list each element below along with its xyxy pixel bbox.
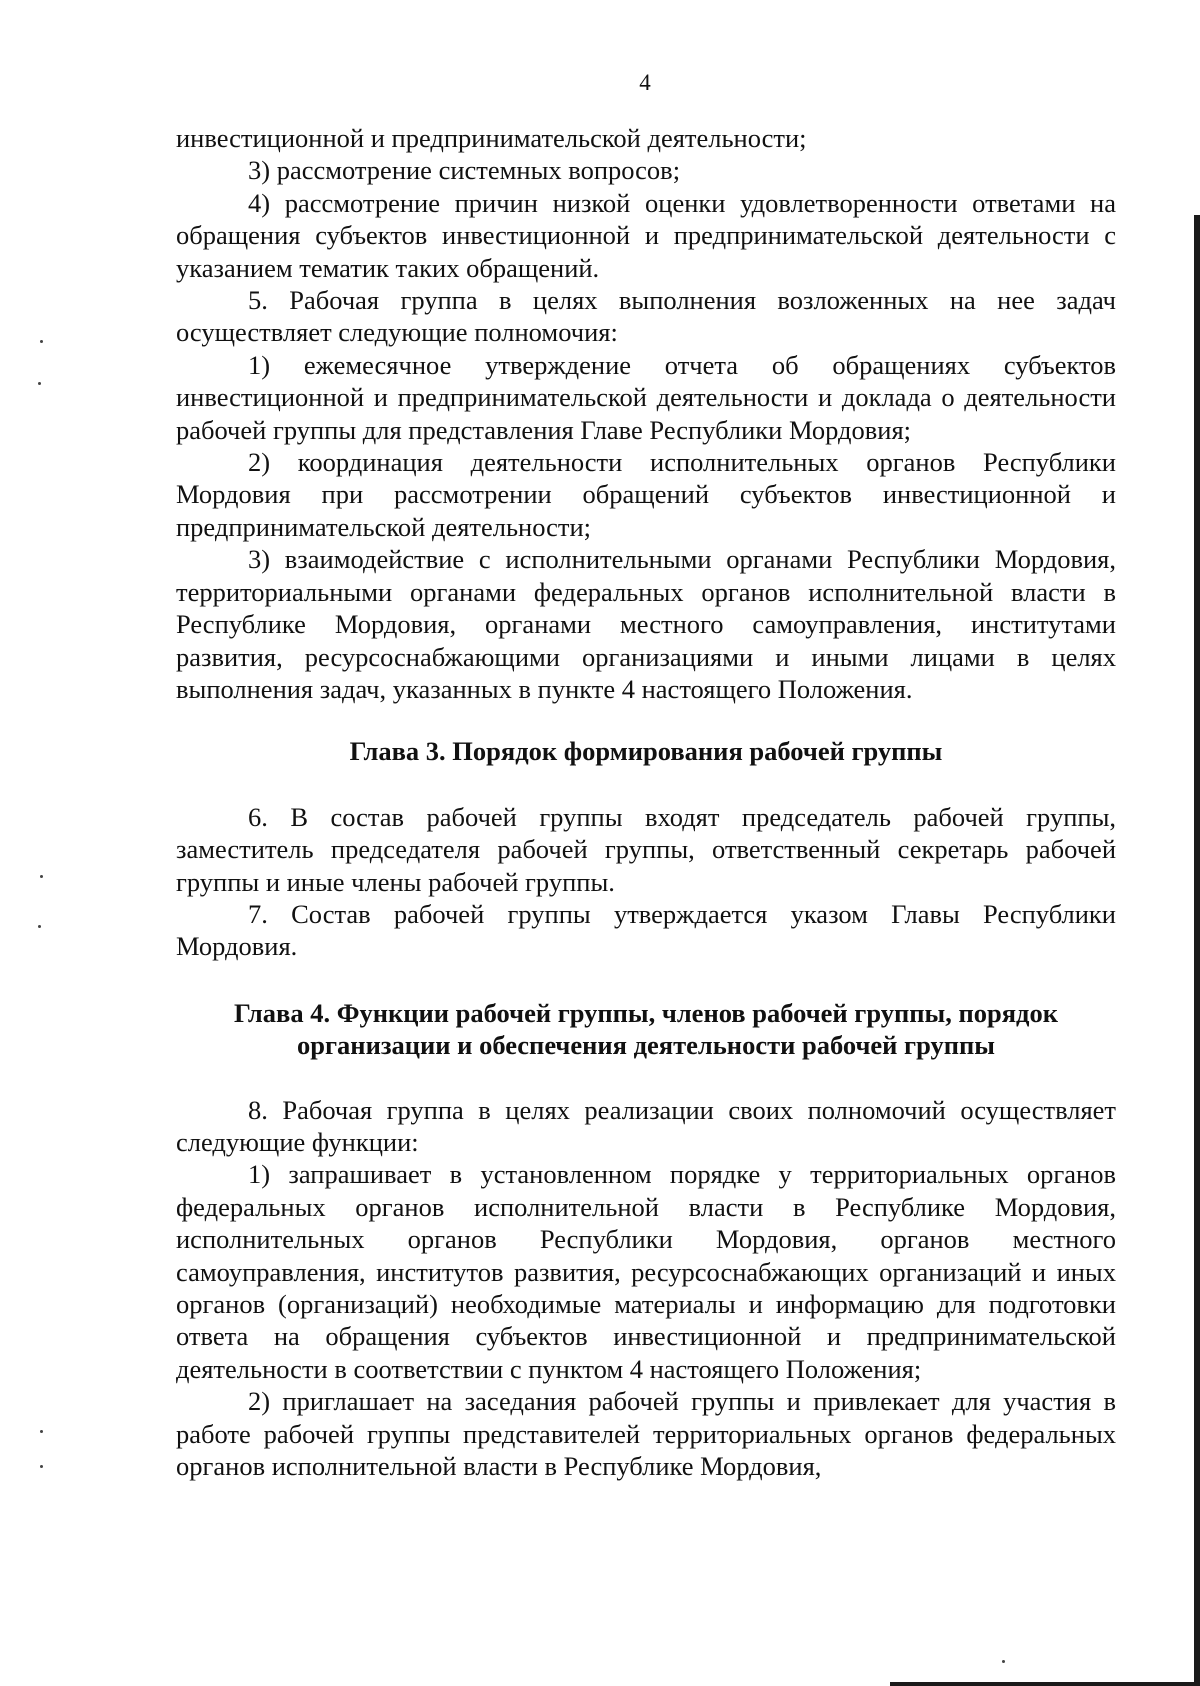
paragraph: 1) ежемесячное утверждение отчета об обращениях субъектов инвестиционной и предпринимательской деятельности и доклада о деятельности рабочей группы для представления Главе Республики Мордовия; bbox=[176, 349, 1116, 445]
paragraph: 1) запрашивает в установленном порядке у территориальных органов федеральных органов исполнительной власти в Республике Мордовия, исполнительных органов Республики Мордовия, органов местного самоуправления, институтов развития, ресурсоснабжающих организаций и иных органов (организаций) необходимые материалы и информацию для подготовки ответа на обращения субъектов инвестиционной и предпринимательской деятельности в соответствии с пунктом 4 настоящего Положения; bbox=[176, 1159, 1116, 1384]
scan-speck bbox=[38, 382, 41, 385]
paragraph: 5. Рабочая группа в целях выполнения возложенных на нее задач осуществляет следующие полномочия: bbox=[176, 285, 1116, 348]
scan-speck bbox=[40, 1430, 43, 1433]
paragraph: 4) рассмотрение причин низкой оценки удовлетворенности ответами на обращения субъектов инвестиционной и предпринимательской деятельности с указанием тематик таких обращений. bbox=[176, 187, 1116, 283]
scan-speck bbox=[1002, 1660, 1005, 1663]
paragraph: инвестиционной и предпринимательской деятельности; bbox=[176, 123, 807, 153]
scan-speck bbox=[40, 875, 43, 878]
paragraph: 3) рассмотрение системных вопросов; bbox=[248, 155, 681, 186]
section-chapter-3 bbox=[176, 801, 1116, 963]
scan-speck bbox=[40, 340, 43, 343]
paragraph: 7. Состав рабочей группы утверждается указом Главы Республики Мордовия. bbox=[176, 898, 1116, 962]
chapter-4-heading bbox=[176, 997, 1116, 1062]
section-chapter-4 bbox=[176, 1094, 1116, 1483]
document-body bbox=[176, 122, 1116, 1482]
paragraph: 3) взаимодействие с исполнительными органами Республики Мордовия, территориальными органами федеральных органов исполнительной власти в Республике Мордовия, органами местного самоуправления, институтами развития, ресурсоснабжающими организациями и иными лицами в целях выполнения задач, указанных в пункте 4 настоящего Положения. bbox=[176, 544, 1116, 704]
chapter-4-heading-line-1: Глава 4. Функции рабочей группы, членов рабочей группы, порядок bbox=[234, 997, 1058, 1028]
chapter-4-heading-line-2: организации и обеспечения деятельности рабочей группы bbox=[297, 1030, 995, 1061]
section-top bbox=[176, 122, 1116, 705]
scan-edge-bottom bbox=[890, 1682, 1200, 1686]
page-number: 4 bbox=[639, 70, 651, 95]
scan-speck bbox=[40, 1465, 43, 1468]
paragraph: 2) приглашает на заседания рабочей группы и привлекает для участия в работе рабочей группы представителей территориальных органов федеральных органов исполнительной власти в Республике Мордовия, bbox=[176, 1386, 1116, 1482]
chapter-3-heading: Глава 3. Порядок формирования рабочей группы bbox=[349, 736, 943, 767]
scan-edge-right bbox=[1194, 215, 1200, 1686]
scan-speck bbox=[38, 925, 41, 928]
paragraph: 2) координация деятельности исполнительных органов Республики Мордовия при рассмотрении обращений субъектов инвестиционной и предпринимательской деятельности; bbox=[176, 447, 1116, 542]
paragraph: 8. Рабочая группа в целях реализации своих полномочий осуществляет следующие функции: bbox=[176, 1094, 1116, 1157]
paragraph: 6. В состав рабочей группы входят председатель рабочей группы, заместитель председателя рабочей группы, ответственный секретарь рабочей группы и иные члены рабочей группы. bbox=[176, 801, 1116, 897]
